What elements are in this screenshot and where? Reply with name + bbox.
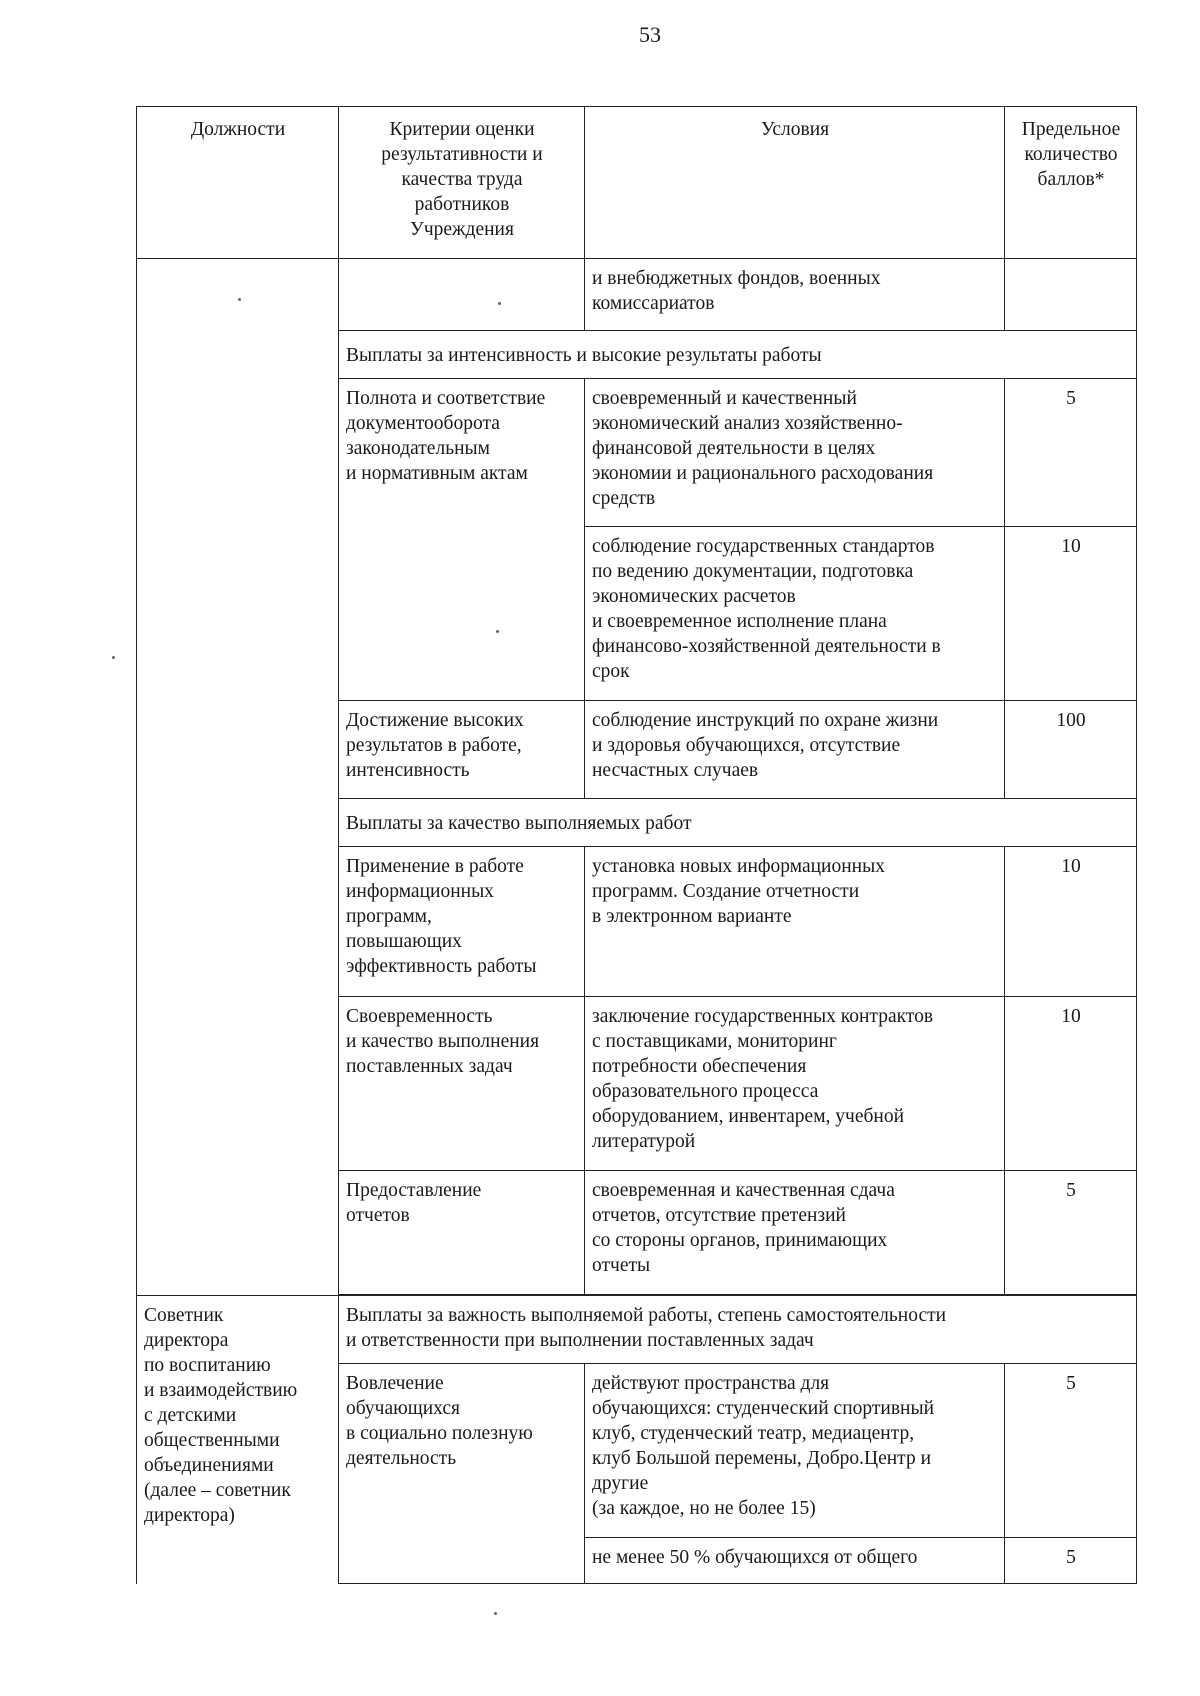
header-criteria: Критерии оценки результативности и качества труда работников Учреждения <box>339 107 585 259</box>
page-number: 53 <box>639 22 661 47</box>
condition-cell: своевременная и качественная сдача отчетов, отсутствие претензий со стороны органов, принимающих отчеты <box>585 1171 1005 1295</box>
section-row <box>137 1296 1137 1364</box>
criteria-cell: Вовлечение обучающихся в социально полезную деятельность <box>339 1364 585 1584</box>
section-title: Выплаты за интенсивность и высокие результаты работы <box>339 331 1137 379</box>
condition-cell: действуют пространства для обучающихся: студенческий спортивный клуб, студенческий театр, медиацентр, клуб Большой перемены, Добро.Центр и другие (за каждое, но не более 15) <box>585 1364 1005 1538</box>
header-position: Должности <box>137 107 339 259</box>
section-title: Выплаты за важность выполняемой работы, степень самостоятельности и ответственности при выполнении поставленных задач <box>339 1296 1137 1364</box>
position-cell: Советник директора по воспитанию и взаимодействию с детскими общественными объединениями (далее – советник директора) <box>137 1296 339 1584</box>
points-cell: 5 <box>1005 379 1137 527</box>
condition-cell: своевременный и качественный экономический анализ хозяйственно- финансовой деятельности в целях экономии и рационального расходования средств <box>585 379 1005 527</box>
points-cell: 5 <box>1005 1364 1137 1538</box>
criteria-cell <box>339 259 585 331</box>
points-cell: 10 <box>1005 847 1137 997</box>
points-cell: 10 <box>1005 527 1137 701</box>
criteria-cell: Своевременность и качество выполнения поставленных задач <box>339 997 585 1171</box>
scan-speck <box>112 656 115 659</box>
criteria-cell: Применение в работе информационных программ, повышающих эффективность работы <box>339 847 585 997</box>
condition-cell: соблюдение инструкций по охране жизни и здоровья обучающихся, отсутствие несчастных случаев <box>585 701 1005 799</box>
points-cell: 100 <box>1005 701 1137 799</box>
criteria-table <box>136 106 1137 1584</box>
condition-cell: соблюдение государственных стандартов по ведению документации, подготовка экономических расчетов и своевременное исполнение плана финансово-хозяйственной деятельности в срок <box>585 527 1005 701</box>
scan-speck <box>498 302 501 305</box>
points-cell <box>1005 259 1137 331</box>
criteria-cell: Достижение высоких результатов в работе, интенсивность <box>339 701 585 799</box>
condition-cell: заключение государственных контрактов с поставщиками, мониторинг потребности обеспечения образовательного процесса оборудованием, инвентарем, учебной литературой <box>585 997 1005 1171</box>
points-cell: 5 <box>1005 1171 1137 1295</box>
position-cell-empty <box>137 259 339 1296</box>
scan-speck <box>496 630 499 633</box>
table-row <box>137 259 1137 331</box>
table-header-row <box>137 107 1137 259</box>
condition-cell: установка новых информационных программ. Создание отчетности в электронном варианте <box>585 847 1005 997</box>
section-title: Выплаты за качество выполняемых работ <box>339 799 1137 847</box>
scan-speck <box>494 1612 497 1615</box>
scan-speck <box>238 298 241 301</box>
header-max-points: Предельное количество баллов* <box>1005 107 1137 259</box>
points-cell: 5 <box>1005 1538 1137 1584</box>
points-cell: 10 <box>1005 997 1137 1171</box>
header-conditions: Условия <box>585 107 1005 259</box>
condition-cell: и внебюджетных фондов, военных комиссариатов <box>585 259 1005 331</box>
criteria-cell: Полнота и соответствие документооборота законодательным и нормативным актам <box>339 379 585 701</box>
condition-cell: не менее 50 % обучающихся от общего <box>585 1538 1005 1584</box>
criteria-cell: Предоставление отчетов <box>339 1171 585 1295</box>
